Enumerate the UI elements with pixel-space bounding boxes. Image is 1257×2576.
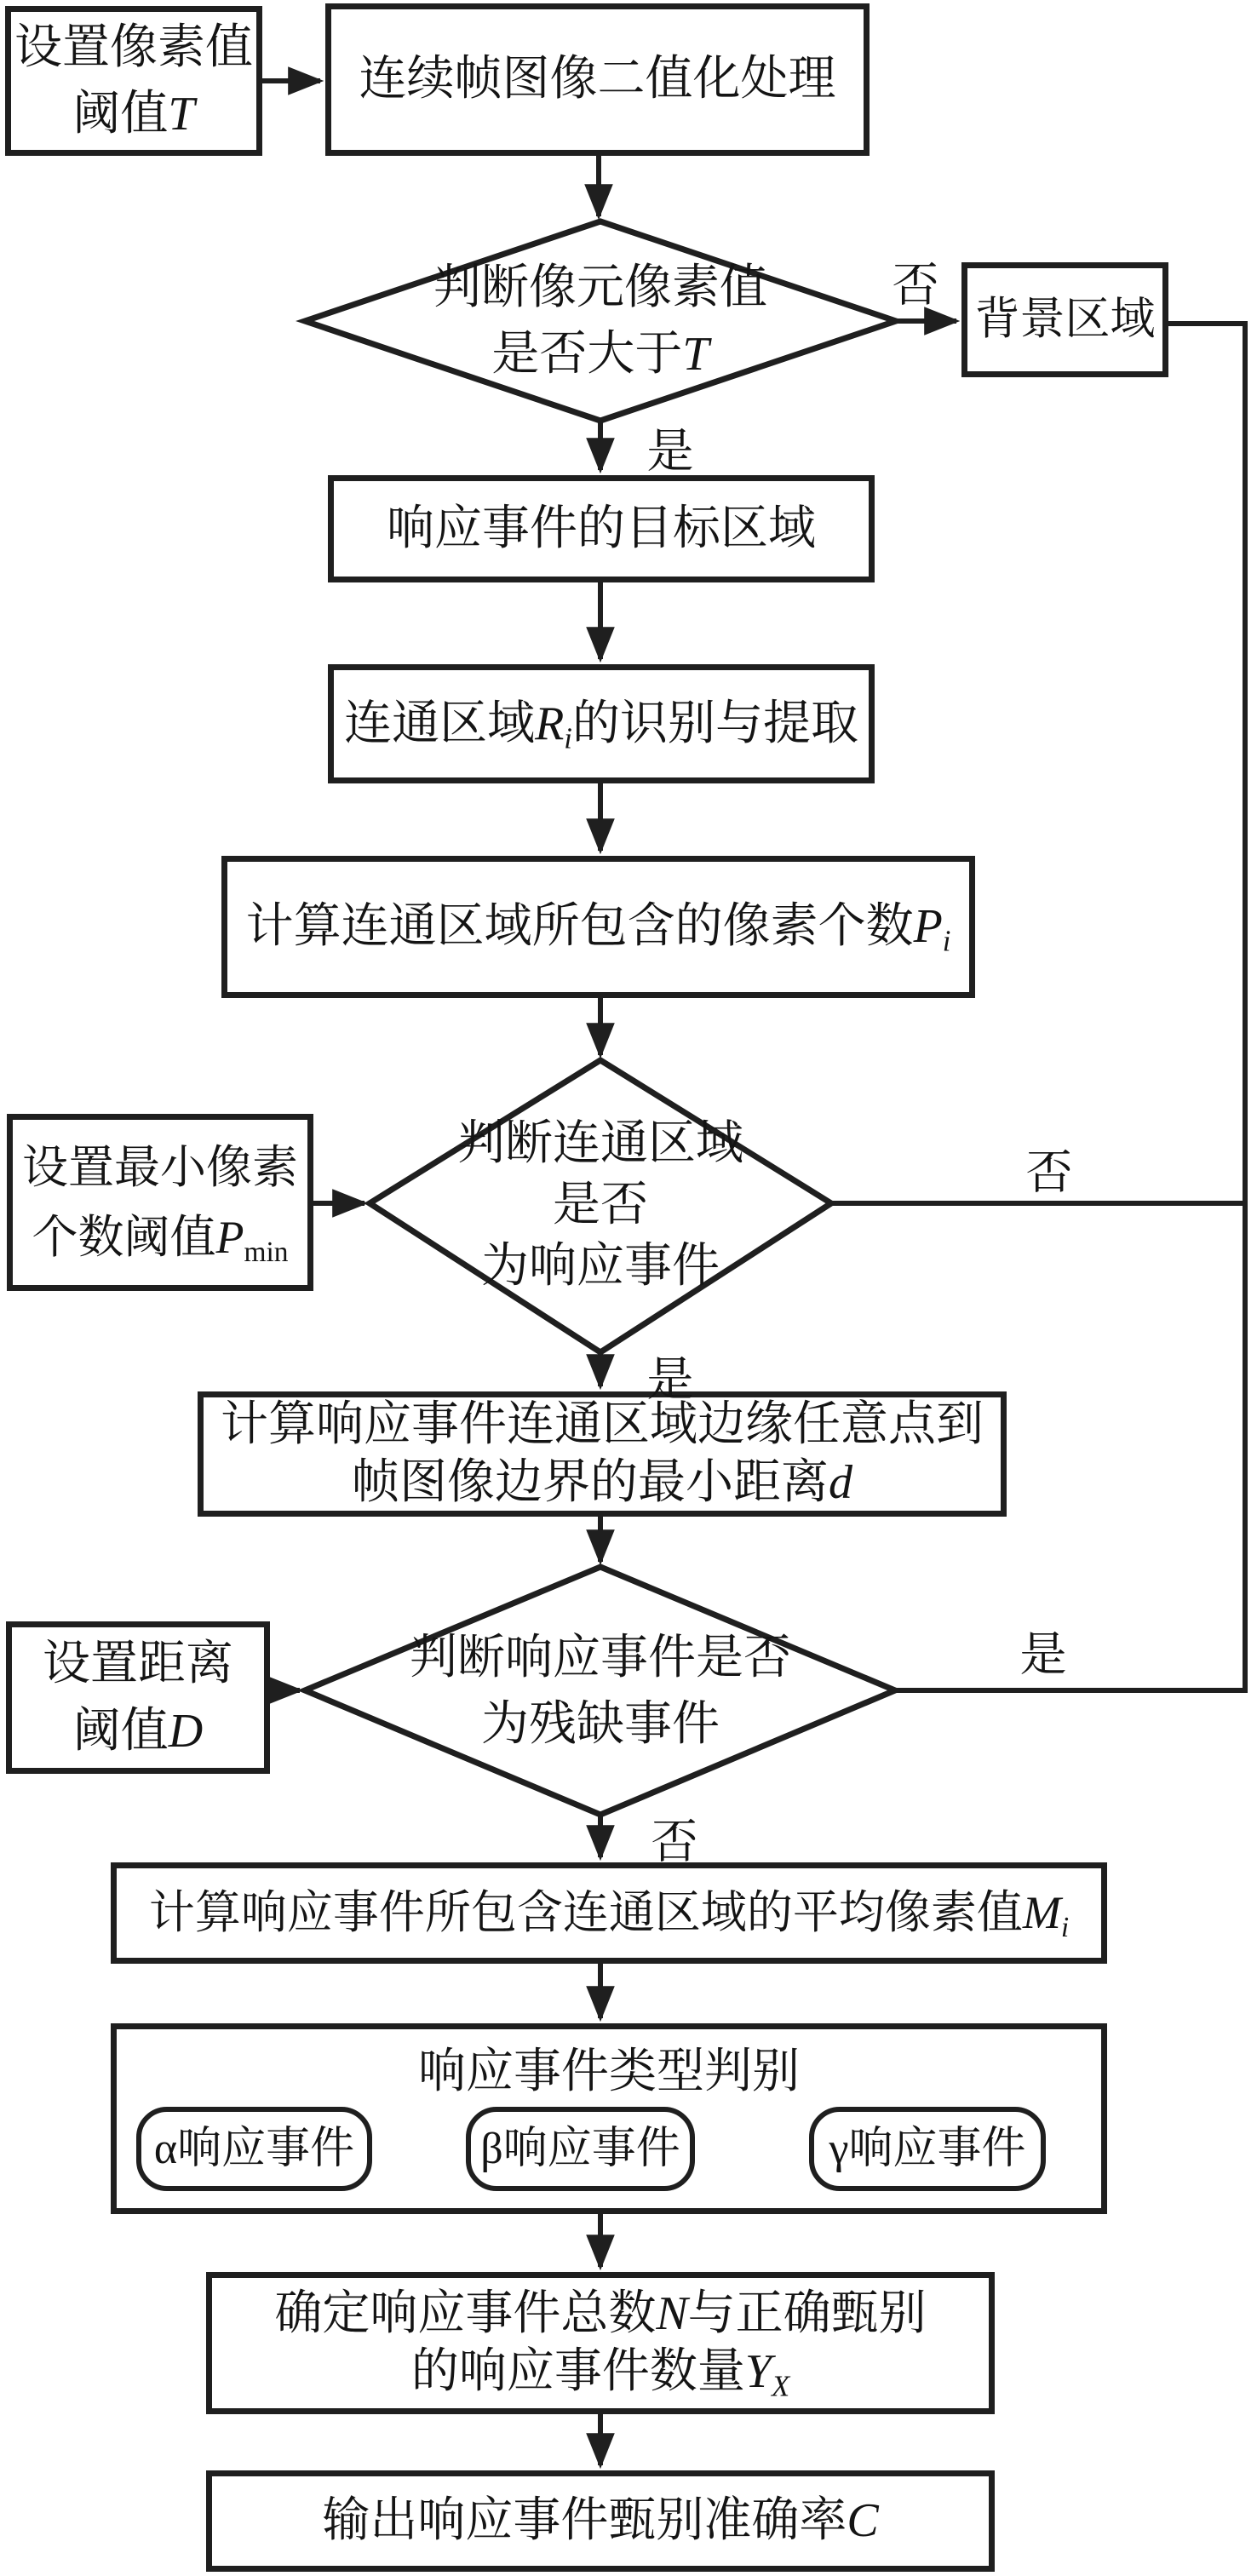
node-label: 计算响应事件连通区域边缘任意点到 (221, 1398, 984, 1452)
label-yes-event-decision: 是 (646, 1353, 694, 1406)
label-yes-incomplete-decision: 是 (1019, 1628, 1067, 1681)
chip-gamma-event: γ响应事件 (809, 2107, 1046, 2191)
node-label: 个数阈值$P_{min}$ (32, 1212, 289, 1269)
node-label: 计算响应事件所包含连通区域的平均像素值$M_i$ (148, 1887, 1070, 1944)
decision-pixel-value: 判断像元像素值 是否大于T (433, 261, 767, 381)
decision-response-event: 判断连通区域 是否 为响应事件 (457, 1117, 743, 1293)
label-no-incomplete-decision: 否 (651, 1816, 698, 1868)
node-label: 计算连通区域所包含的像素个数$P_i$ (245, 900, 951, 958)
node-region-extraction (328, 664, 875, 783)
node-label: 输出响应事件甄别准确率C (322, 2494, 879, 2548)
node-min-distance (198, 1391, 1007, 1517)
node-label: 设置像素值 (14, 20, 253, 74)
node-set-min-pixel-threshold (7, 1114, 313, 1291)
node-label: 设置最小像素 (22, 1141, 298, 1193)
rail-background-to-right (1168, 324, 1245, 1690)
node-set-distance-threshold (6, 1621, 270, 1774)
node-set-pixel-threshold (5, 6, 262, 156)
node-label: 设置距离 (43, 1638, 233, 1691)
chip-beta-event: β响应事件 (466, 2107, 695, 2191)
node-output-accuracy (206, 2470, 995, 2572)
node-count-events (206, 2272, 995, 2414)
node-target-region (328, 475, 875, 582)
node-binarize (325, 3, 870, 156)
node-pixel-count (221, 856, 975, 998)
node-label: 背景区域 (974, 295, 1156, 345)
node-label: 连续帧图像二值化处理 (359, 53, 836, 106)
node-label: 的响应事件数量$Y_X$ (410, 2344, 790, 2402)
label-no-pixel-decision: 否 (892, 259, 939, 312)
chip-alpha-event: α响应事件 (136, 2107, 372, 2191)
node-label: 确定响应事件总数N与正确甄别 (274, 2287, 927, 2341)
label-no-event-decision: 否 (1025, 1146, 1073, 1199)
node-label: 阈值D (72, 1704, 204, 1758)
node-label: 帧图像边界的最小距离d (352, 1455, 852, 1509)
decision-incomplete-event: 判断响应事件是否 为残缺事件 (410, 1631, 791, 1751)
node-label: 响应事件的目标区域 (387, 502, 816, 555)
node-background-region (961, 262, 1168, 377)
node-mean-pixel-value (111, 1862, 1107, 1964)
node-label: 连通区域$R_i$的识别与提取 (344, 697, 858, 754)
node-event-type-classify (111, 2023, 1107, 2214)
node-label: 阈值T (72, 88, 195, 141)
label-yes-pixel-decision: 是 (646, 425, 694, 478)
classify-title: 响应事件类型判别 (418, 2045, 800, 2098)
